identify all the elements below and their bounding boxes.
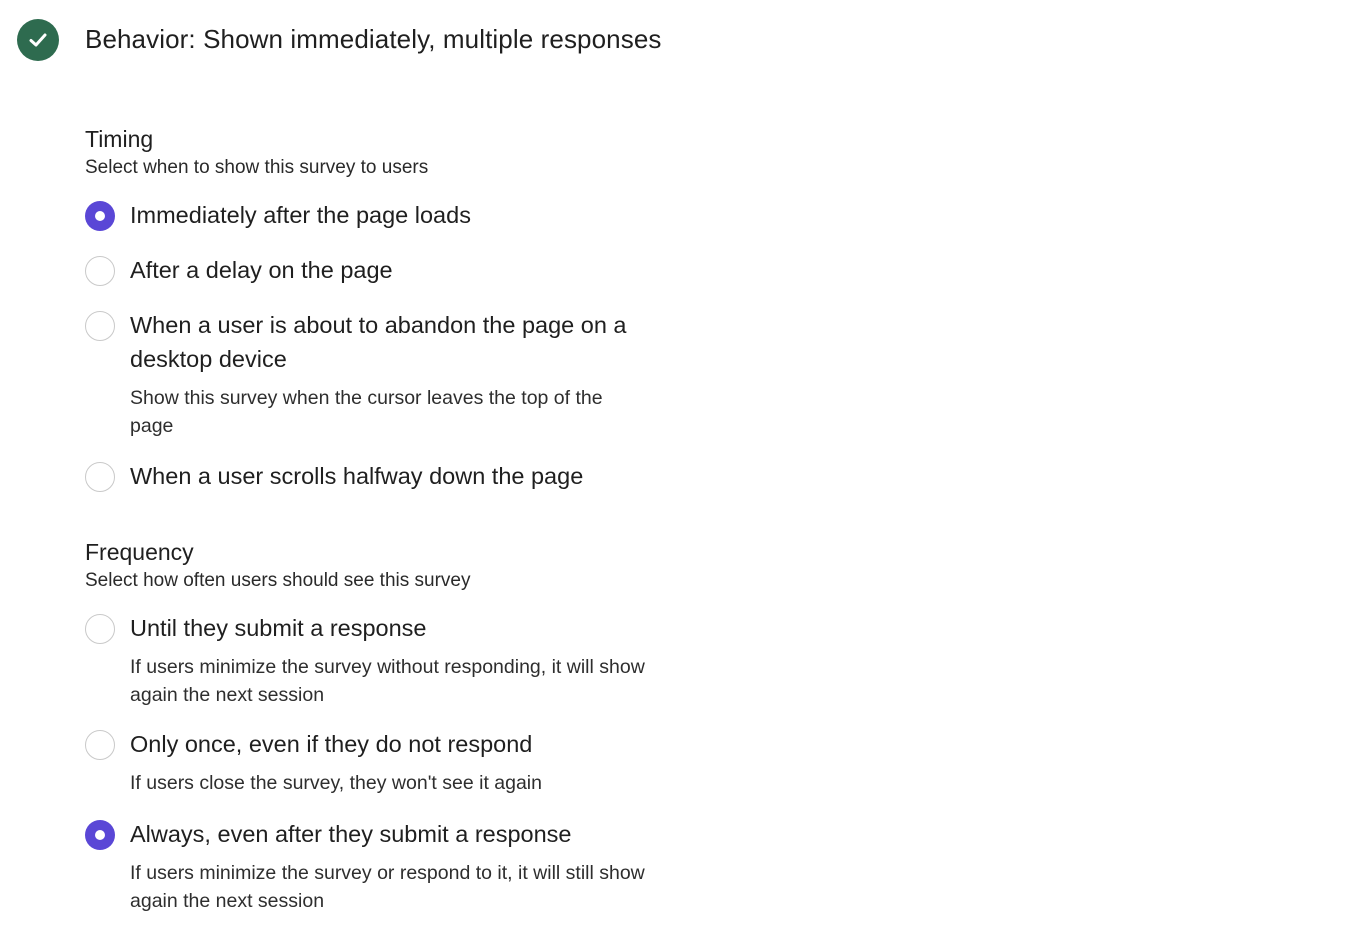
radio-unselected[interactable] [85, 256, 115, 286]
frequency-section [85, 537, 705, 912]
option-label: After a delay on the page [130, 257, 393, 283]
option-label: When a user is about to abandon the page on a desktop device [130, 312, 627, 372]
option-description: Show this survey when the cursor leaves the top of the page [130, 387, 603, 437]
option-label: Immediately after the page loads [130, 202, 471, 228]
timing-option-scroll[interactable] [85, 461, 690, 493]
radio-selected[interactable] [85, 820, 115, 850]
frequency-option-only-once[interactable] [85, 729, 690, 797]
radio-unselected[interactable] [85, 614, 115, 644]
frequency-title: Frequency [85, 539, 194, 565]
option-description: If users close the survey, they won't see it again [130, 772, 542, 794]
timing-option-immediately[interactable] [85, 200, 690, 232]
radio-unselected[interactable] [85, 311, 115, 341]
timing-title: Timing [85, 126, 154, 152]
option-label: Always, even after they submit a response [130, 821, 572, 847]
frequency-option-until-submit[interactable] [85, 613, 690, 709]
option-label: When a user scrolls halfway down the page [130, 463, 584, 489]
option-description: If users minimize the survey or respond to it, it will still show again the next session [130, 862, 645, 912]
timing-option-delay[interactable] [85, 255, 690, 287]
frequency-subtitle: Select how often users should see this survey [85, 570, 471, 591]
behavior-header [17, 18, 661, 61]
option-label: Until they submit a response [130, 615, 427, 641]
option-label: Only once, even if they do not respond [130, 731, 533, 757]
radio-unselected[interactable] [85, 730, 115, 760]
timing-subtitle: Select when to show this survey to users [85, 157, 429, 178]
frequency-option-always[interactable] [85, 819, 690, 915]
check-circle-icon [17, 19, 59, 61]
behavior-title: Behavior: Shown immediately, multiple responses [85, 24, 662, 54]
option-description: If users minimize the survey without responding, it will show again the next session [130, 656, 645, 706]
timing-option-abandon[interactable] [85, 310, 690, 440]
radio-selected[interactable] [85, 201, 115, 231]
radio-unselected[interactable] [85, 462, 115, 492]
timing-section [85, 124, 705, 489]
